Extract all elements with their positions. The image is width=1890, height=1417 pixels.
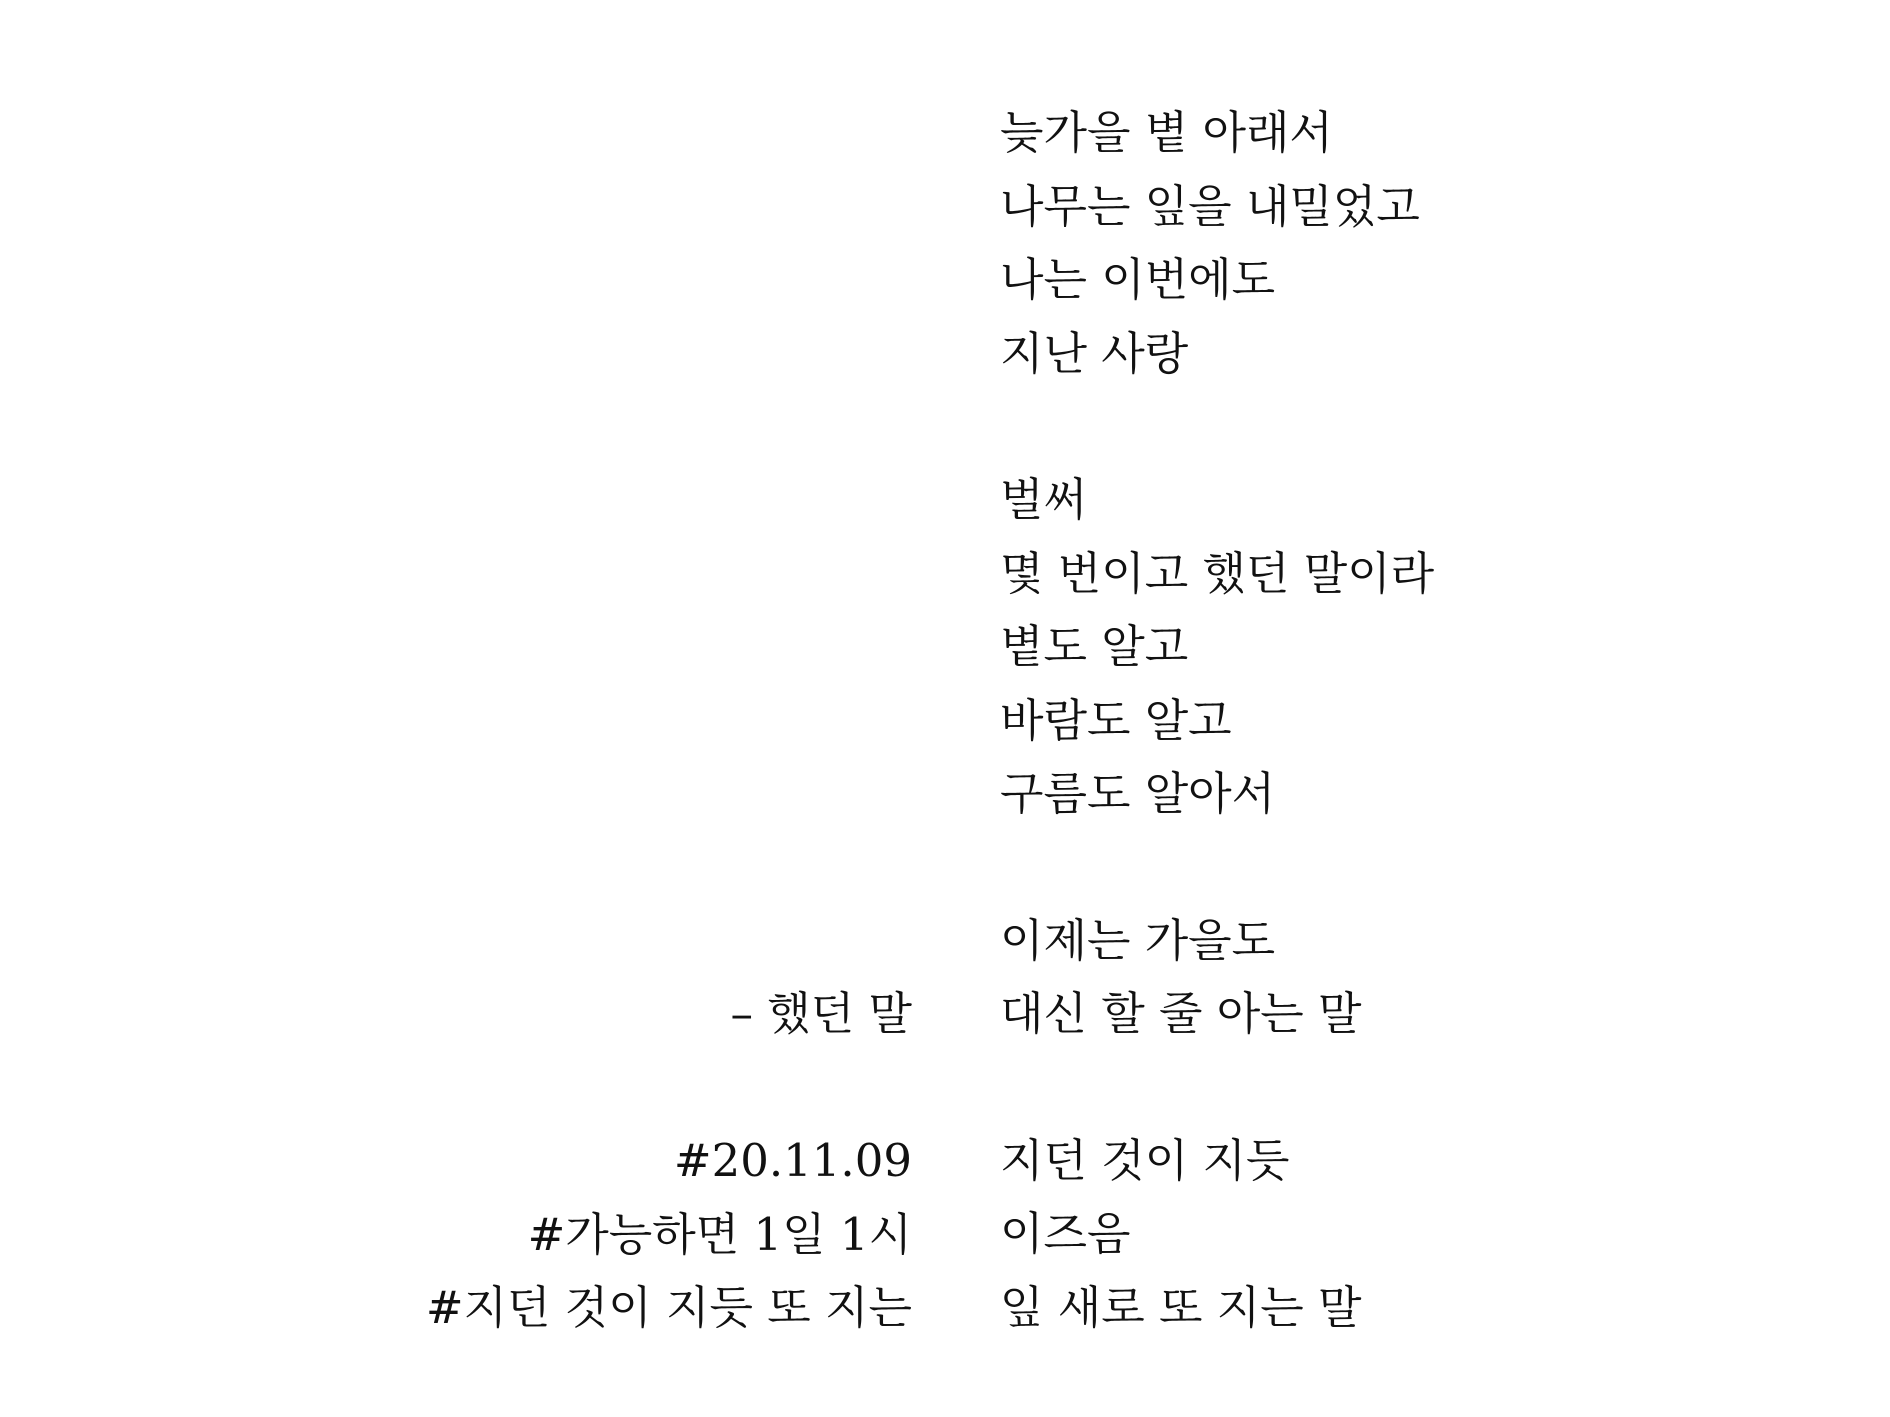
- stanza-2: [1000, 463, 1700, 831]
- poem-line: 늦가을 볕 아래서: [1000, 106, 1333, 159]
- poem-line: 대신 할 줄 아는 말: [1000, 987, 1362, 1040]
- poem-line: 구름도 알아서: [1000, 767, 1276, 820]
- poem-line: 이제는 가을도: [1000, 913, 1276, 967]
- poem-line: 벌써: [1000, 473, 1087, 526]
- hashtag-theme: #지던 것이 지듯 또 지는: [425, 1281, 912, 1334]
- hashtag-series: #가능하면 1일 1시: [527, 1207, 912, 1261]
- poem-line: 지난 사랑: [1000, 326, 1189, 380]
- hashtag-date: #20.11.09: [673, 1134, 912, 1187]
- poem-line: 볕도 알고: [1000, 620, 1189, 673]
- poem-body: [1000, 96, 1700, 1417]
- poem-line: 잎 새로 또 지는 말: [1000, 1280, 1362, 1334]
- stanza-4: [1000, 1124, 1700, 1345]
- poem-line: 바람도 알고: [1000, 693, 1232, 747]
- poem-line: 몇 번이고 했던 말이라: [1000, 546, 1435, 600]
- hashtag-list: [426, 1124, 912, 1345]
- poem-title: [730, 977, 912, 1051]
- poem-line: 지던 것이 지듯: [1000, 1133, 1290, 1187]
- poem-title-text: – 했던 말: [730, 987, 912, 1040]
- stanza-3: [1000, 904, 1700, 1051]
- stanza-1: [1000, 96, 1700, 390]
- poem-line: 이즈음: [1000, 1207, 1131, 1260]
- poem-line: 나무는 잎을 내밀었고: [1000, 179, 1420, 233]
- poem-line: 나는 이번에도: [1000, 253, 1276, 306]
